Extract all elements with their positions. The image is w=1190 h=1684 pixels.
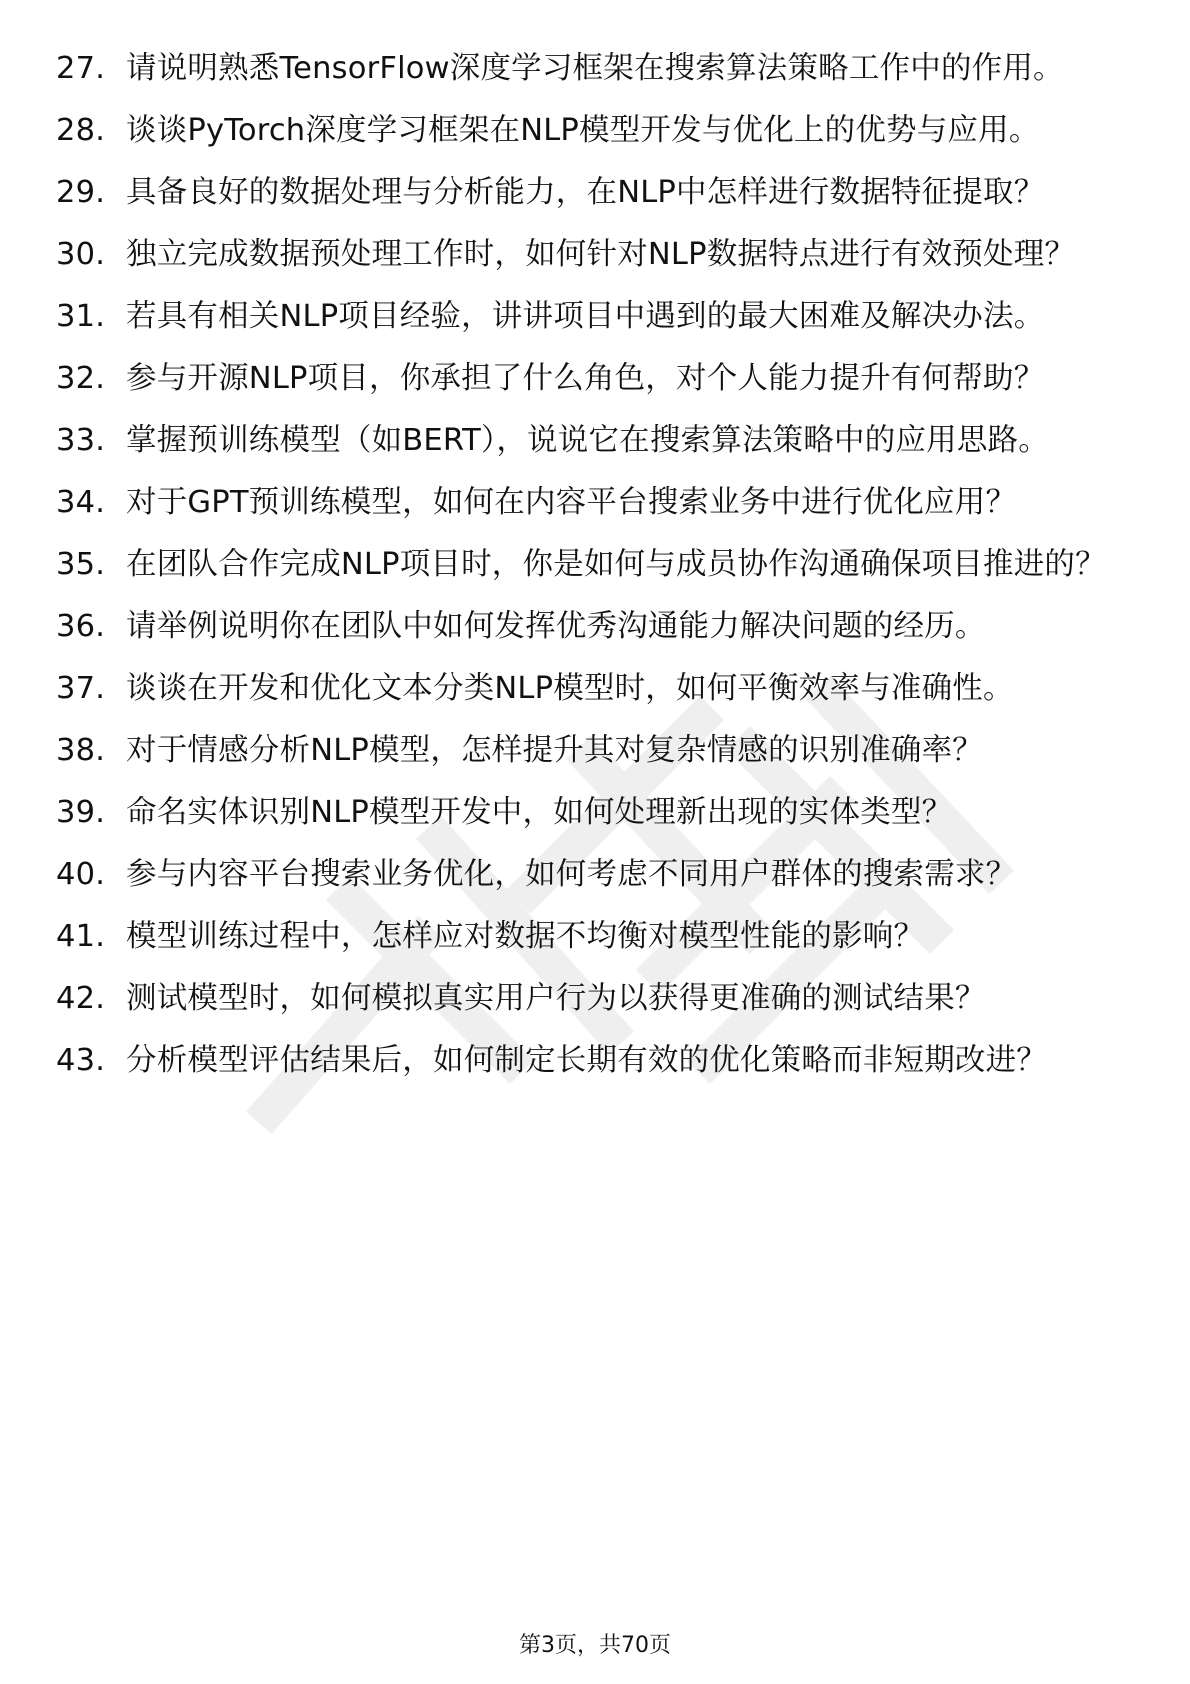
question-text: 命名实体识别NLP模型开发中，如何处理新出现的实体类型？ <box>126 795 953 830</box>
question-number: 32. <box>56 361 106 396</box>
question-text: 具备良好的数据处理与分析能力，在NLP中怎样进行数据特征提取？ <box>126 175 1045 210</box>
question-text: 谈谈PyTorch深度学习框架在NLP模型开发与优化上的优势与应用。 <box>126 113 1040 148</box>
question-item <box>56 544 1126 586</box>
question-text: 在团队合作完成NLP项目时，你是如何与成员协作沟通确保项目推进的？ <box>126 547 1106 582</box>
question-text: 对于GPT预训练模型，如何在内容平台搜索业务中进行优化应用？ <box>126 485 1017 520</box>
question-number: 30. <box>56 237 106 272</box>
question-list <box>56 48 1126 1102</box>
question-number: 38. <box>56 733 106 768</box>
question-item <box>56 730 1126 772</box>
question-text: 独立完成数据预处理工作时，如何针对NLP数据特点进行有效预处理？ <box>126 237 1076 272</box>
question-text: 模型训练过程中，怎样应对数据不均衡对模型性能的影响？ <box>126 919 925 954</box>
page-footer <box>0 1628 1190 1659</box>
question-item <box>56 916 1126 958</box>
question-item <box>56 296 1126 338</box>
question-number: 35. <box>56 547 106 582</box>
question-item <box>56 792 1126 834</box>
question-text: 对于情感分析NLP模型，怎样提升其对复杂情感的识别准确率？ <box>126 733 983 768</box>
question-item <box>56 420 1126 462</box>
question-number: 40. <box>56 857 106 892</box>
question-item <box>56 482 1126 524</box>
question-text: 掌握预训练模型（如BERT），说说它在搜索算法策略中的应用思路。 <box>126 423 1049 458</box>
question-number: 27. <box>56 51 106 86</box>
question-number: 36. <box>56 609 106 644</box>
question-text: 分析模型评估结果后，如何制定长期有效的优化策略而非短期改进？ <box>126 1043 1047 1078</box>
question-item <box>56 854 1126 896</box>
question-text: 谈谈在开发和优化文本分类NLP模型时，如何平衡效率与准确性。 <box>126 671 1014 706</box>
question-number: 28. <box>56 113 106 148</box>
question-item <box>56 1040 1126 1082</box>
question-text: 参与内容平台搜索业务优化，如何考虑不同用户群体的搜索需求？ <box>126 857 1017 892</box>
question-item <box>56 234 1126 276</box>
question-number: 42. <box>56 981 106 1016</box>
question-item <box>56 668 1126 710</box>
question-item <box>56 172 1126 214</box>
question-text: 请说明熟悉TensorFlow深度学习框架在搜索算法策略工作中的作用。 <box>126 51 1064 86</box>
question-item <box>56 606 1126 648</box>
question-number: 43. <box>56 1043 106 1078</box>
page-number-label: 第3页，共70页 <box>519 1633 671 1658</box>
question-number: 29. <box>56 175 106 210</box>
question-text: 若具有相关NLP项目经验，讲讲项目中遇到的最大困难及解决办法。 <box>126 299 1045 334</box>
question-item <box>56 978 1126 1020</box>
question-item <box>56 110 1126 152</box>
question-item <box>56 358 1126 400</box>
question-text: 测试模型时，如何模拟真实用户行为以获得更准确的测试结果？ <box>126 981 986 1016</box>
question-number: 31. <box>56 299 106 334</box>
question-text: 参与开源NLP项目，你承担了什么角色，对个人能力提升有何帮助？ <box>126 361 1045 396</box>
question-number: 33. <box>56 423 106 458</box>
question-item <box>56 48 1126 90</box>
question-number: 39. <box>56 795 106 830</box>
question-number: 34. <box>56 485 106 520</box>
question-text: 请举例说明你在团队中如何发挥优秀沟通能力解决问题的经历。 <box>126 609 986 644</box>
question-number: 37. <box>56 671 106 706</box>
question-number: 41. <box>56 919 106 954</box>
